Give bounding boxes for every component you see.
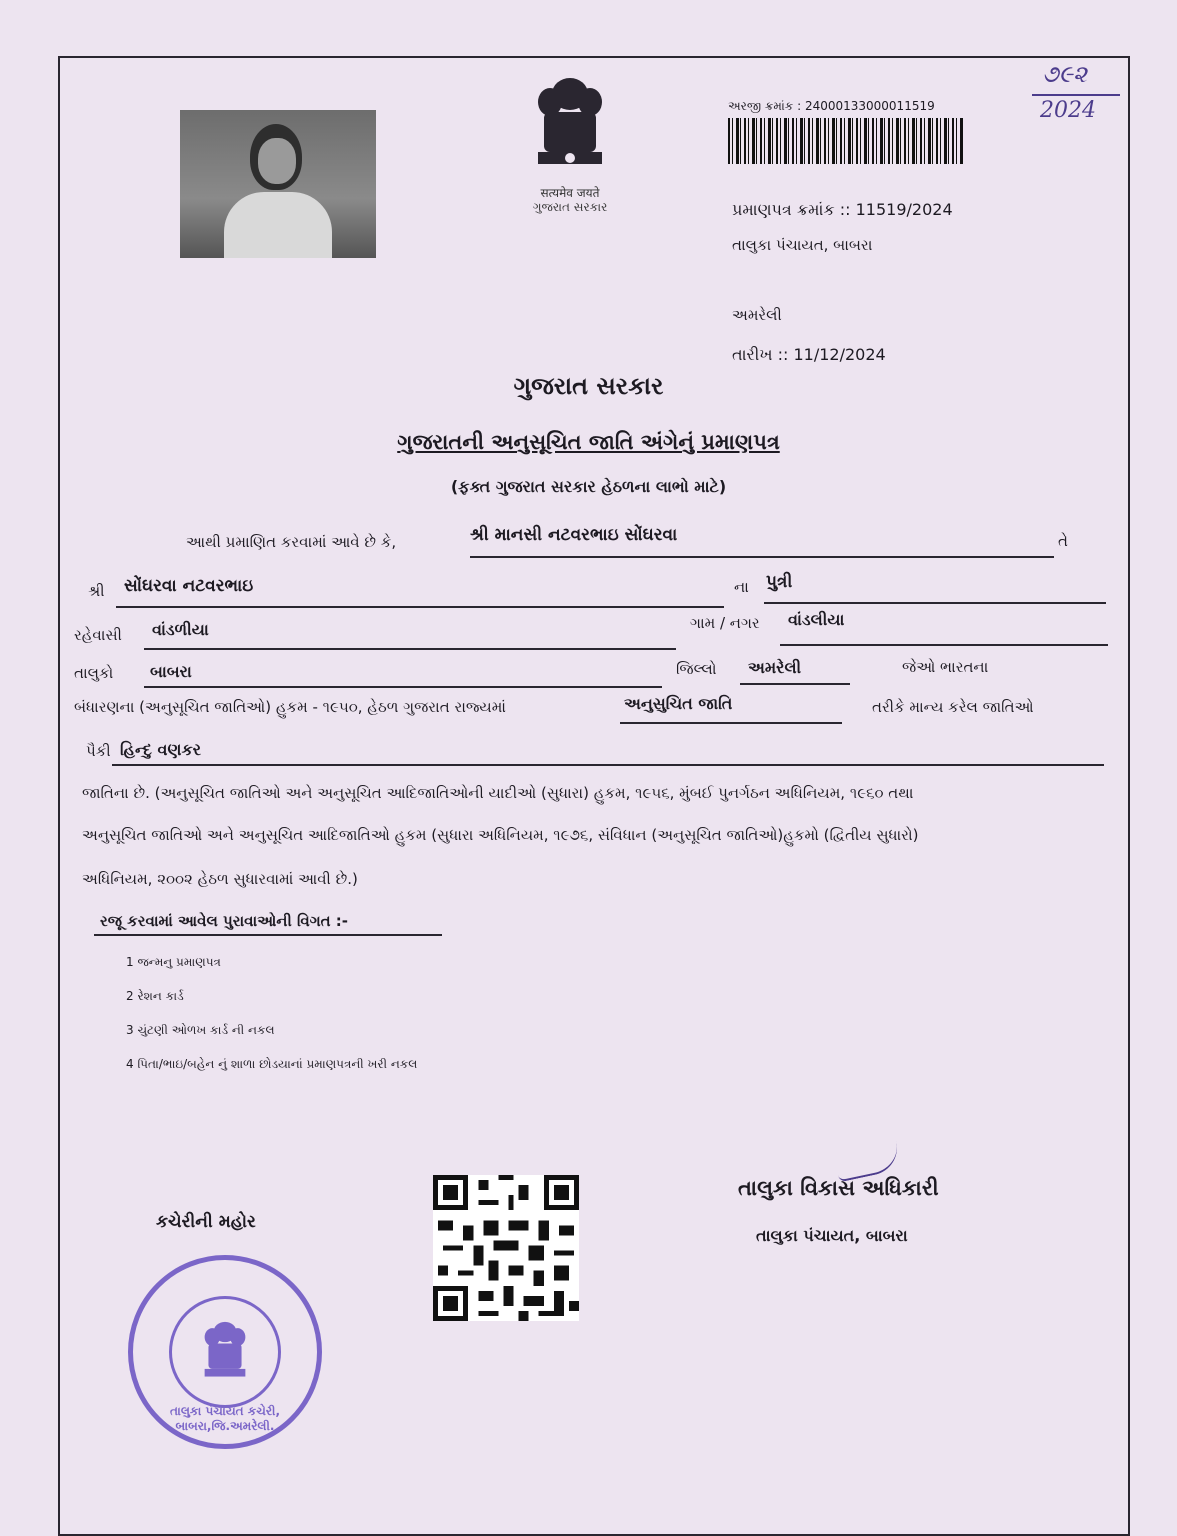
office-seal-label: કચેરીની મહોર bbox=[156, 1212, 256, 1232]
emblem-caption: ગુજરાત સરકાર bbox=[532, 200, 608, 214]
evidence-list bbox=[126, 955, 417, 1091]
government-title: ગુજરાત સરકાર bbox=[513, 372, 664, 400]
office-seal bbox=[128, 1255, 322, 1449]
te-text: તે bbox=[1058, 532, 1068, 550]
paragraph-line-1: જાતિના છે. (અનુસૂચિત જાતિઓ અને અનુસૂચિત આદિજાતિઓની યાદીઓ (સુધારા) હુકમ, ૧૯૫૬, મુંબઈ પુનર્ગઠન અધિનિયમ, ૧૯૬૦ તથા bbox=[82, 784, 914, 802]
father-name: સોંઘરવા નટવરભાઇ bbox=[124, 576, 254, 596]
evidence-item: 4 પિતા/ભાઇ/બહેન નું શાળા છોડયાનાં પ્રમાણપત્રની ખરી નકલ bbox=[126, 1057, 418, 1071]
seal-emblem-icon bbox=[193, 1318, 257, 1388]
village-label: ગામ / નગર bbox=[690, 614, 760, 632]
handwritten-number: ૭૯૨ bbox=[1042, 60, 1087, 88]
na-label: ના bbox=[734, 578, 749, 596]
caste-value: હિન્દુ વણકર bbox=[120, 740, 202, 759]
paiki-label: પૈકી bbox=[86, 742, 111, 760]
application-number: અરજી ક્રમાંક : 24000133000011519 bbox=[728, 99, 935, 113]
seal-text: તાલુકા પંચાયત કચેરી, બાબરા,જિ.અમરેલી. bbox=[169, 1404, 281, 1433]
certificate-title: ગુજરાતની અનુસૂચિત જાતિ અંગેનું પ્રમાણપત્ર bbox=[397, 430, 780, 454]
evidence-heading: રજૂ કરવામાં આવેલ પુરાવાઓની વિગત :- bbox=[100, 912, 349, 930]
resident-value: વાંડળીયા bbox=[152, 620, 209, 639]
paragraph-line-3: અધિનિયમ, ૨૦૦૨ હેઠળ સુધારવામાં આવી છે.) bbox=[82, 870, 358, 888]
jeo-text: જેઓ ભારતના bbox=[902, 658, 989, 676]
shri-label: શ્રી bbox=[88, 582, 105, 600]
evidence-item: 3 ચુંટણી ઓળખ કાર્ડ ની નકલ bbox=[126, 1023, 275, 1037]
paragraph-line-2: અનુસૂચિત જાતિઓ અને અનુસૂચિત આદિજાતિઓ હુકમ (સુધારા અધિનિયમ, ૧૯૭૬, સંવિધાન (અનુસૂચિત જાતિઓ)હુકમો (દ્વિતીય સુધારો) bbox=[82, 826, 919, 844]
recognized-text: તરીકે માન્ય કરેલ જાતિઓ bbox=[872, 698, 1034, 716]
officer-title: તાલુકા વિકાસ અધિકારી bbox=[738, 1176, 939, 1200]
certificate-number: પ્રમાણપત્ર ક્રમાંક :: 11519/2024 bbox=[732, 200, 953, 219]
relation: પુત્રી bbox=[766, 572, 793, 592]
officer-office: તાલુકા પંચાયત, બાબરા bbox=[756, 1226, 908, 1245]
applicant-photo bbox=[180, 110, 376, 258]
village-value: વાંડલીયા bbox=[788, 610, 845, 629]
certificate-subtitle: (ફક્ત ગુજરાત સરકાર હેઠળના લાભો માટે) bbox=[450, 477, 727, 496]
constitution-text: બંધારણના (અનુસૂચિત જાતિઓ) હુકમ - ૧૯૫૦, હેઠળ ગુજરાત રાજ્યમાં bbox=[74, 698, 506, 716]
applicant-name: શ્રી માનસી નટવરભાઇ સોંઘરવા bbox=[470, 525, 678, 545]
taluka-label: તાલુકો bbox=[74, 664, 114, 682]
intro-text: આથી પ્રમાણિત કરવામાં આવે છે કે, bbox=[186, 533, 397, 551]
taluka-value: બાબરા bbox=[150, 662, 192, 681]
district-label: જિલ્લો bbox=[676, 660, 717, 678]
handwritten-divider bbox=[1032, 94, 1120, 96]
resident-label: રહેવાસી bbox=[74, 626, 122, 644]
barcode bbox=[728, 118, 964, 164]
issue-date: તારીખ :: 11/12/2024 bbox=[732, 345, 886, 364]
national-emblem-icon bbox=[520, 72, 620, 182]
issuer-office: તાલુકા પંચાયત, બાબરા bbox=[732, 236, 873, 254]
district-value: અમરેલી bbox=[748, 658, 802, 677]
handwritten-year: 2024 bbox=[1040, 98, 1096, 123]
category-value: અનુસુચિત જાતિ bbox=[624, 694, 733, 713]
evidence-item: 2 રેશન કાર્ડ bbox=[126, 989, 184, 1003]
evidence-item: 1 જન્મનુ પ્રમાણપત્ર bbox=[126, 955, 221, 969]
emblem-motto: सत्यमेव जयते bbox=[540, 186, 600, 200]
qr-code bbox=[433, 1175, 579, 1321]
issuer-district: અમરેલી bbox=[732, 306, 782, 324]
